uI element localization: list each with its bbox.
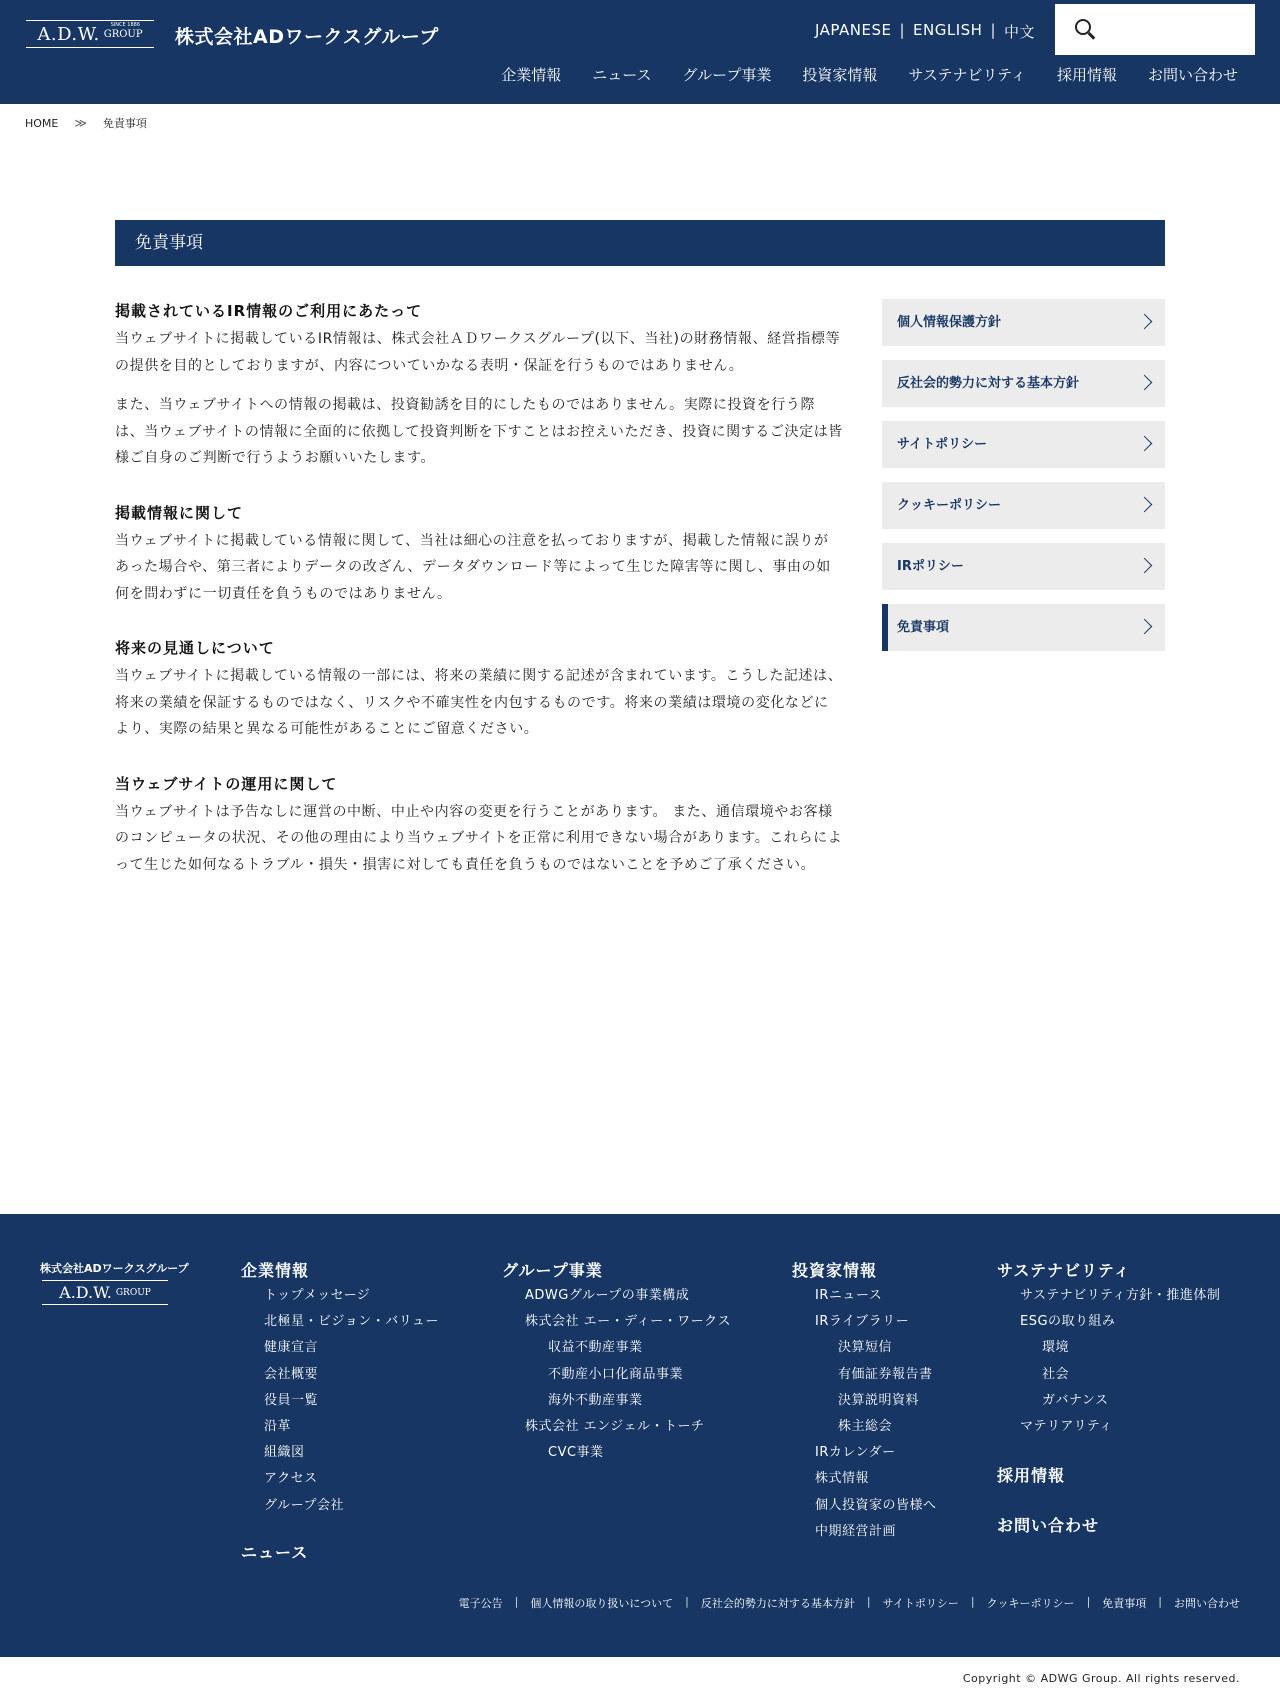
- footer-separator: |: [1158, 1595, 1162, 1608]
- logo-main-text: A.D.W.: [59, 1283, 112, 1302]
- paragraph: 当ウェブサイトに掲載している情報に関して、当社は細心の注意を払っておりますが、掲載した情報に誤りがあった場合や、第三者によりデータの改ざん、データダウンロード等によって生じた障害等に関し、事由の如何を問わずに一切責任を負うものではありません。: [115, 532, 831, 602]
- footer-link-personal-info[interactable]: 個人情報の取り扱いについて: [530, 1597, 674, 1610]
- search-icon[interactable]: [1075, 19, 1091, 35]
- footer-link[interactable]: 決算短信: [838, 1340, 893, 1356]
- logo-group-text: GROUP: [103, 28, 143, 40]
- footer-link[interactable]: 株式情報: [815, 1471, 870, 1487]
- sidenav-item-label: 免責事項: [897, 620, 950, 635]
- chevron-right-icon: [1137, 314, 1153, 330]
- paragraph: また、当ウェブサイトへの情報の掲載は、投資勧誘を目的にしたものではありません。実際に投資を行う際は、当ウェブサイトの情報に全面的に依拠して投資判断を下すことはお控えいただき、投資に関するご決定は皆様ご自身のご判断で行うようお願いいたします。: [115, 397, 843, 466]
- chevron-right-icon: [1137, 619, 1153, 635]
- footer-link[interactable]: 中期経営計画: [815, 1523, 897, 1539]
- nav-corporate[interactable]: 企業情報: [501, 66, 562, 84]
- breadcrumb-current: 免責事項: [102, 117, 147, 130]
- company-name[interactable]: 株式会社ADワークスグループ: [175, 26, 439, 48]
- footer-link[interactable]: 株式会社 エンジェル・トーチ: [525, 1419, 705, 1435]
- footer-heading-contact[interactable]: お問い合わせ: [997, 1516, 1100, 1535]
- footer-link[interactable]: 決算説明資料: [838, 1392, 920, 1408]
- breadcrumb-separator-icon: ≫: [74, 116, 87, 130]
- nav-sustainability[interactable]: サステナビリティ: [908, 66, 1026, 84]
- footer-col-group-business: [502, 1258, 731, 1466]
- footer-link[interactable]: 会社概要: [264, 1366, 319, 1382]
- footer-col-investors: [792, 1258, 937, 1545]
- logo-main-text: A.D.W.: [37, 23, 100, 45]
- footer-link-disclaimer[interactable]: 免責事項: [1102, 1597, 1147, 1610]
- footer-link[interactable]: IRカレンダー: [815, 1445, 896, 1461]
- chevron-right-icon: [1137, 497, 1153, 513]
- footer-heading[interactable]: 投資家情報: [792, 1261, 878, 1280]
- policy-sidenav: [882, 299, 1165, 665]
- nav-contact[interactable]: お問い合わせ: [1147, 66, 1238, 84]
- footer-link[interactable]: 沿革: [264, 1419, 292, 1435]
- footer-bottom-links: [459, 1595, 1240, 1611]
- nav-group-business[interactable]: グループ事業: [682, 66, 772, 84]
- footer-heading[interactable]: サステナビリティ: [997, 1261, 1131, 1280]
- sidenav-item-disclaimer[interactable]: [882, 604, 1165, 651]
- footer-link[interactable]: 個人投資家の皆様へ: [815, 1497, 937, 1513]
- footer-company-name[interactable]: 株式会社ADワークスグループ: [40, 1262, 189, 1275]
- lang-english[interactable]: ENGLISH: [913, 21, 983, 39]
- lang-separator: |: [899, 21, 906, 39]
- footer-link[interactable]: マテリアリティ: [1020, 1419, 1113, 1435]
- site-header: [0, 0, 1280, 104]
- footer-link-cookie[interactable]: クッキーポリシー: [986, 1597, 1075, 1610]
- section-heading: 将来の見通しについて: [115, 639, 275, 657]
- site-footer: [0, 1214, 1280, 1657]
- section-heading: 掲載情報に関して: [115, 503, 244, 522]
- footer-link-antisocial[interactable]: 反社会的勢力に対する基本方針: [700, 1597, 855, 1610]
- sidenav-item-ir-policy[interactable]: [882, 543, 1165, 590]
- footer-heading-news[interactable]: ニュース: [241, 1543, 309, 1562]
- footer-link[interactable]: グループ会社: [264, 1497, 344, 1513]
- section-ir-usage: [115, 300, 843, 472]
- footer-link[interactable]: 健康宣言: [264, 1340, 319, 1356]
- footer-link[interactable]: 組織図: [264, 1445, 305, 1461]
- sidenav-item-label: 反社会的勢力に対する基本方針: [897, 376, 1080, 391]
- footer-link[interactable]: ESGの取り組み: [1020, 1314, 1116, 1330]
- footer-separator: |: [1086, 1595, 1091, 1608]
- footer-adw-logo[interactable]: [42, 1280, 168, 1305]
- footer-link-e-notice[interactable]: 電子公告: [458, 1597, 503, 1610]
- footer-link[interactable]: 海外不動産事業: [548, 1392, 643, 1408]
- footer-link[interactable]: アクセス: [264, 1471, 318, 1487]
- paragraph: 当ウェブサイトに掲載しているIR情報は、株式会社ＡＤワークスグループ(以下、当社)の財務情報、経営指標等の提供を目的としておりますが、内容についていかなる表明・保証を行うものではありません。: [115, 331, 841, 374]
- global-nav: [501, 64, 1238, 85]
- chevron-right-icon: [1137, 558, 1153, 574]
- lang-japanese[interactable]: JAPANESE: [815, 21, 892, 39]
- sidenav-item-label: IRポリシー: [897, 559, 964, 574]
- footer-heading[interactable]: グループ事業: [502, 1261, 603, 1280]
- lang-separator: |: [990, 21, 996, 39]
- footer-link[interactable]: 株主総会: [838, 1419, 893, 1435]
- lang-chinese[interactable]: 中文: [1004, 23, 1036, 41]
- adw-logo[interactable]: [26, 20, 154, 48]
- section-forward-looking: [115, 637, 843, 743]
- footer-link[interactable]: IRライブラリー: [815, 1314, 910, 1330]
- footer-link[interactable]: CVC事業: [548, 1445, 604, 1461]
- page-title: 免責事項: [115, 220, 1165, 266]
- footer-separator: |: [970, 1595, 975, 1608]
- footer-heading[interactable]: 企業情報: [241, 1261, 310, 1280]
- language-switcher: [815, 21, 1035, 42]
- chevron-right-icon: [1137, 375, 1153, 391]
- paragraph: 当ウェブサイトは予告なしに運営の中断、中止や内容の変更を行うことがあります。 また、通信環境やお客様のコンピュータの状況、その他の理由により当ウェブサイトを正常に利用できない場合があります。これらによって生じた如何なるトラブル・損失・損害に対しても責任を負うものではないことを予めご了承ください。: [115, 803, 843, 873]
- footer-link[interactable]: ガバナンス: [1042, 1392, 1109, 1408]
- sidenav-item-label: 個人情報保護方針: [897, 315, 1002, 330]
- footer-col-corporate: [241, 1258, 439, 1519]
- footer-link[interactable]: 不動産小口化商品事業: [548, 1366, 684, 1382]
- footer-separator: |: [514, 1595, 519, 1608]
- search-input[interactable]: [1055, 4, 1255, 55]
- nav-news[interactable]: ニュース: [592, 66, 652, 84]
- footer-link[interactable]: 有価証券報告書: [838, 1366, 933, 1382]
- chevron-right-icon: [1137, 436, 1153, 452]
- section-heading: 当ウェブサイトの運用に関して: [115, 774, 338, 793]
- main-content: [115, 300, 843, 878]
- sidenav-item-label: サイトポリシー: [897, 437, 988, 452]
- footer-link[interactable]: ADWGグループの事業構成: [525, 1288, 690, 1303]
- sidenav-item-cookie[interactable]: [882, 482, 1165, 529]
- footer-heading-recruit[interactable]: 採用情報: [997, 1466, 1066, 1485]
- footer-link[interactable]: 株式会社 エー・ディー・ワークス: [525, 1314, 731, 1330]
- logo-since-text: SINCE 1886: [110, 22, 140, 28]
- nav-investors[interactable]: 投資家情報: [802, 66, 878, 84]
- section-published-info: [115, 502, 843, 608]
- footer-link[interactable]: 収益不動産事業: [548, 1340, 643, 1356]
- logo-group-text: GROUP: [115, 1287, 151, 1298]
- section-site-operation: [115, 773, 843, 879]
- footer-link[interactable]: トップメッセージ: [264, 1288, 371, 1303]
- footer-link-contact[interactable]: お問い合わせ: [1174, 1597, 1240, 1610]
- footer-link[interactable]: 社会: [1042, 1366, 1070, 1382]
- copyright: Copyright © ADWG Group. All rights reserved.: [962, 1672, 1240, 1685]
- footer-link[interactable]: 環境: [1042, 1340, 1070, 1356]
- footer-link-site-policy[interactable]: サイトポリシー: [882, 1597, 959, 1610]
- breadcrumb-home[interactable]: HOME: [25, 116, 59, 130]
- footer-link[interactable]: 北極星・ビジョン・バリュー: [264, 1314, 439, 1330]
- footer-link[interactable]: IRニュース: [815, 1288, 883, 1303]
- footer-link[interactable]: サステナビリティ方針・推進体制: [1020, 1288, 1221, 1303]
- footer-separator: |: [866, 1595, 871, 1608]
- nav-recruit[interactable]: 採用情報: [1056, 66, 1117, 84]
- section-heading: 掲載されているIR情報のご利用にあたって: [115, 302, 423, 320]
- footer-col-sustainability: [997, 1258, 1220, 1440]
- breadcrumb: [25, 115, 147, 131]
- footer-separator: |: [685, 1595, 689, 1608]
- sidenav-item-antisocial[interactable]: [882, 360, 1165, 407]
- footer-link[interactable]: 役員一覧: [264, 1392, 319, 1408]
- sidenav-item-label: クッキーポリシー: [897, 498, 1002, 513]
- sidenav-item-site-policy[interactable]: [882, 421, 1165, 468]
- sidenav-item-privacy[interactable]: [882, 299, 1165, 346]
- paragraph: 当ウェブサイトに掲載している情報の一部には、将来の業績に関する記述が含まれています。こうした記述は、将来の業績を保証するものではなく、リスクや不確実性を内包するものです。将来の業績は環境の変化などにより、実際の結果と異なる可能性があることにご留意ください。: [115, 668, 843, 737]
